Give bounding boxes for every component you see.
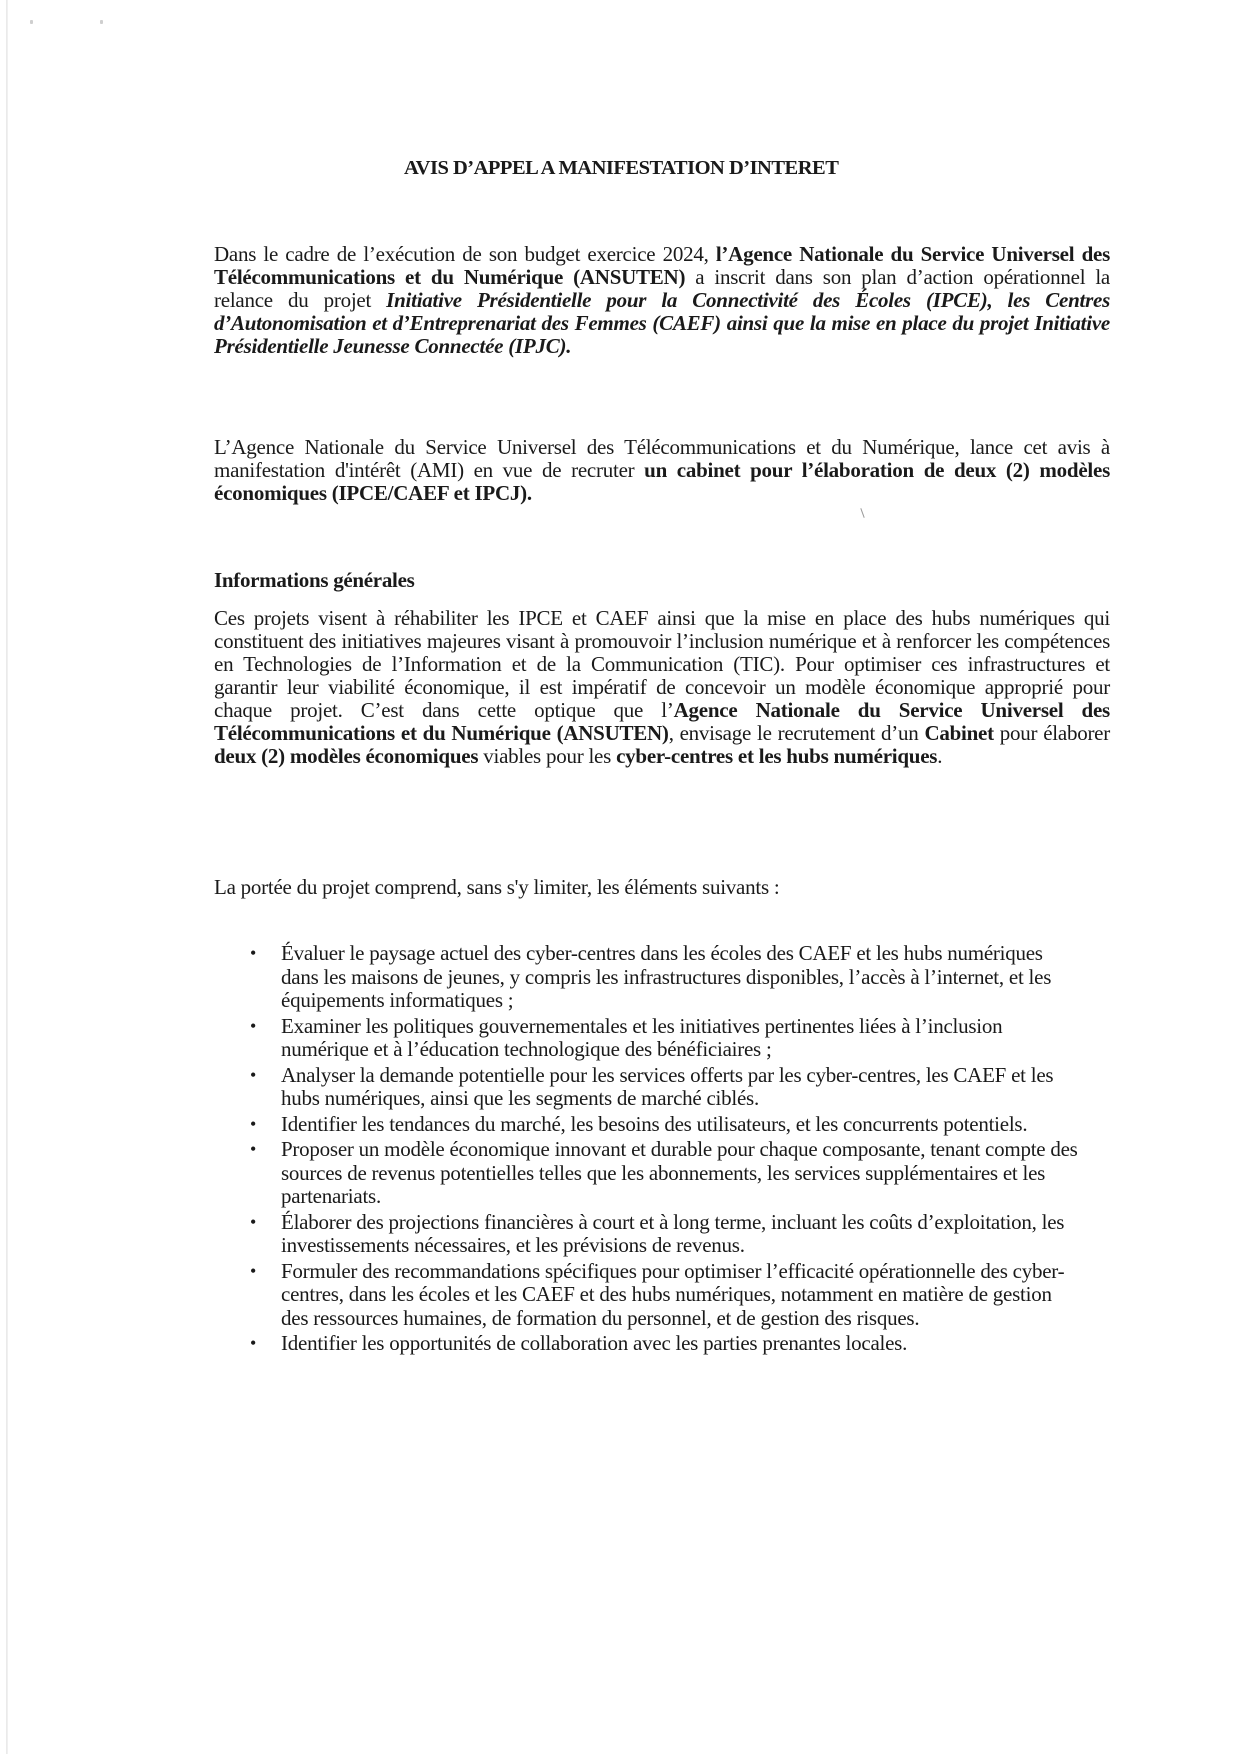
- bullet-icon: •: [250, 1333, 257, 1353]
- scope-item: [214, 1211, 1081, 1258]
- intro-text: Dans le cadre de l’exécution de son budget exercice 2024,: [214, 242, 716, 266]
- general-info-text: pour élaborer: [993, 721, 1110, 745]
- bullet-icon: •: [250, 1015, 257, 1036]
- bullet-icon: •: [250, 1260, 257, 1281]
- targets-term: cyber-centres et les hubs numériques: [616, 744, 938, 768]
- bullet-icon: •: [250, 943, 257, 963]
- scope-item: [214, 942, 1081, 1013]
- scope-item-text: Identifier les opportunités de collaboration avec les parties prenantes locales.: [281, 1331, 908, 1355]
- agency-name: Agence Nationale du Service Universel des Télécommunications et du Numérique (ANSUTEN): [214, 698, 1110, 745]
- scope-item: [214, 1260, 1081, 1331]
- scope-list: [214, 942, 1110, 1358]
- intro-text: a inscrit dans son plan d’action opérationnel la relance du projet: [214, 265, 1110, 312]
- scope-item: [214, 1113, 1081, 1137]
- scope-item-text: Examiner les politiques gouvernementales et les initiatives pertinentes liées à l’inclusion numérique et à l’éducation technologique des bénéficiaires ;: [281, 1013, 1003, 1061]
- scope-item-text: Analyser la demande potentielle pour les services offerts par les cyber-centres, les CAEF et les hubs numériques, ainsi que les segments de marché ciblés.: [281, 1062, 1054, 1110]
- scope-item: [214, 1332, 1081, 1356]
- scope-item: [214, 1015, 1081, 1062]
- general-info-text: , envisage le recrutement d’un: [668, 721, 925, 745]
- scan-speck: [30, 20, 33, 24]
- scope-item-text: Formuler des recommandations spécifiques pour optimiser l’efficacité opérationnelle des cyber-centres, dans les écoles et les CAEF et des hubs numériques, notamment en matière de gestion des ressources humaines, de formation du personnel, et de gestion des risques.: [281, 1258, 1065, 1330]
- scope-item: [214, 1138, 1081, 1209]
- bullet-icon: •: [250, 1113, 257, 1134]
- bullet-icon: •: [250, 1064, 257, 1085]
- intro-paragraph: [214, 243, 1110, 358]
- scope-item-text: Élaborer des projections financières à court et à long terme, incluant les coûts d’exploitation, les investissements nécessaires, et les prévisions de revenus.: [281, 1209, 1065, 1257]
- bullet-icon: •: [250, 1139, 257, 1159]
- scope-item-text: Évaluer le paysage actuel des cyber-centres dans les écoles des CAEF et les hubs numériques dans les maisons de jeunes, y compris les infrastructures disponibles, l’accès à l’internet, et les équipements informatiques ;: [281, 941, 1052, 1012]
- scan-edge-line: [6, 0, 8, 1754]
- scan-speck: [100, 20, 103, 24]
- announcement-paragraph: [214, 436, 1110, 505]
- announcement-object: un cabinet pour l’élaboration de deux (2) modèles économiques (IPCE/CAEF et IPCJ).: [214, 458, 1110, 505]
- general-info-text: Ces projets visent à réhabiliter les IPCE et CAEF ainsi que la mise en place des hubs numériques qui constituent des initiatives majeures visant à promouvoir l’inclusion numérique et à renforcer les compétences en Technologies de l’Information et de la Communication (TIC). Pour optimiser ces infrastructures et garantir leur viabilité économique, il est impératif de concevoir un modèle économique approprié pour chaque projet. C’est dans cette optique que l’: [214, 606, 1110, 722]
- section-heading-general-info: Informations générales: [214, 568, 415, 592]
- scan-artifact: [860, 508, 864, 518]
- general-info-text: viables pour les: [478, 744, 617, 768]
- models-term: deux (2) modèles économiques: [214, 744, 479, 768]
- document-title: AVIS D’APPEL A MANIFESTATION D’INTERET: [404, 157, 839, 179]
- cabinet-term: Cabinet: [924, 721, 994, 745]
- project-names: Initiative Présidentielle pour la Connectivité des Écoles (IPCE), les Centres d’Autonomisation et d’Entreprenariat des Femmes (CAEF) ainsi que la mise en place du projet Initiative Présidentielle Jeunesse Connectée (IPJC).: [214, 288, 1110, 358]
- scope-item: [214, 1064, 1081, 1111]
- scope-intro: La portée du projet comprend, sans s'y limiter, les éléments suivants :: [214, 875, 780, 899]
- scope-item-text: Proposer un modèle économique innovant et durable pour chaque composante, tenant compte des sources de revenus potentielles telles que les abonnements, les services supplémentaires et les partenariats.: [281, 1137, 1078, 1208]
- announcement-text: L’Agence Nationale du Service Universel des Télécommunications et du Numérique, lance cet avis à manifestation d'intérêt (AMI) en vue de recruter: [214, 435, 1110, 482]
- general-info-paragraph: [214, 607, 1110, 768]
- general-info-text: .: [937, 744, 943, 768]
- scope-item-text: Identifier les tendances du marché, les besoins des utilisateurs, et les concurrents potentiels.: [281, 1111, 1028, 1136]
- bullet-icon: •: [250, 1211, 257, 1232]
- agency-name: l’Agence Nationale du Service Universel des Télécommunications et du Numérique (ANSUTEN): [214, 242, 1110, 289]
